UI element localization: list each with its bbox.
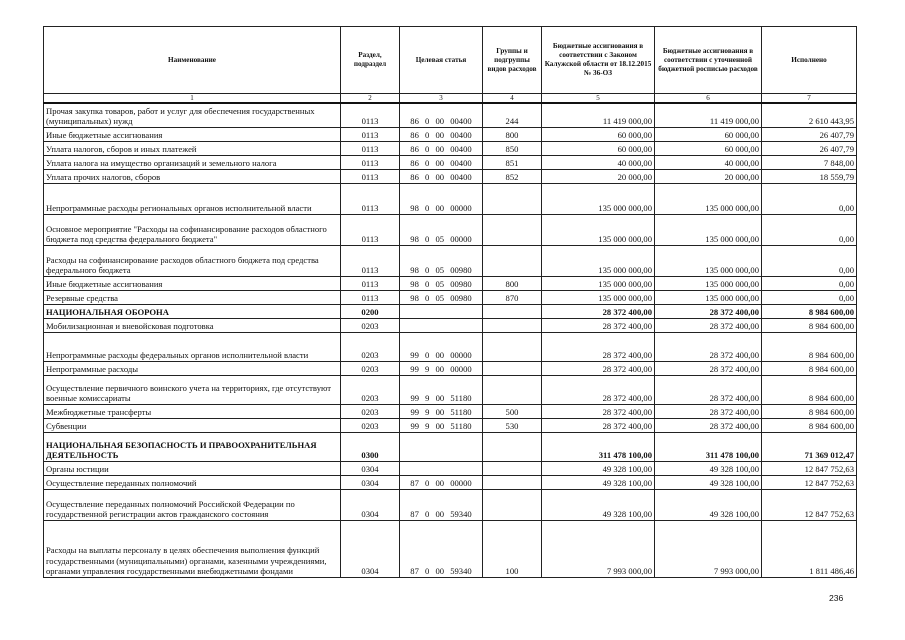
column-number: 7 <box>762 94 857 104</box>
table-row <box>44 155 857 169</box>
row-section: 0304 <box>341 520 400 577</box>
row-assign-law: 28 372 400,00 <box>542 404 655 418</box>
row-expense-group <box>483 361 542 375</box>
row-target-article <box>400 461 483 475</box>
row-name: Мобилизационная и вневойсковая подготовка <box>44 318 341 332</box>
row-assign-refined: 28 372 400,00 <box>655 375 762 404</box>
row-assign-law: 135 000 000,00 <box>542 183 655 214</box>
row-section: 0203 <box>341 375 400 404</box>
row-assign-refined: 311 478 100,00 <box>655 432 762 461</box>
row-target-article: 99 9 00 00000 <box>400 361 483 375</box>
row-section: 0113 <box>341 169 400 183</box>
row-target-article: 86 0 00 00400 <box>400 103 483 127</box>
row-assign-law: 311 478 100,00 <box>542 432 655 461</box>
row-section: 0113 <box>341 276 400 290</box>
row-section: 0304 <box>341 461 400 475</box>
row-target-article: 87 0 00 59340 <box>400 489 483 520</box>
row-section: 0203 <box>341 404 400 418</box>
row-target-article: 87 0 00 59340 <box>400 520 483 577</box>
row-expense-group <box>483 475 542 489</box>
table-row <box>44 375 857 404</box>
row-executed: 18 559,79 <box>762 169 857 183</box>
row-assign-law: 28 372 400,00 <box>542 332 655 361</box>
table-row <box>44 520 857 577</box>
row-name: Осуществление переданных полномочий <box>44 475 341 489</box>
row-executed: 8 984 600,00 <box>762 404 857 418</box>
row-expense-group: 244 <box>483 103 542 127</box>
row-target-article <box>400 432 483 461</box>
row-assign-refined: 28 372 400,00 <box>655 304 762 318</box>
row-assign-law: 28 372 400,00 <box>542 361 655 375</box>
row-executed: 2 610 443,95 <box>762 103 857 127</box>
row-executed: 8 984 600,00 <box>762 361 857 375</box>
row-assign-law: 20 000,00 <box>542 169 655 183</box>
column-number: 1 <box>44 94 341 104</box>
table-row <box>44 103 857 127</box>
row-executed: 8 984 600,00 <box>762 375 857 404</box>
row-assign-law: 28 372 400,00 <box>542 304 655 318</box>
column-number: 4 <box>483 94 542 104</box>
row-executed: 1 811 486,46 <box>762 520 857 577</box>
table-row <box>44 432 857 461</box>
row-target-article: 99 9 00 51180 <box>400 404 483 418</box>
row-name: Уплата прочих налогов, сборов <box>44 169 341 183</box>
row-expense-group <box>483 214 542 245</box>
table-row <box>44 214 857 245</box>
row-target-article: 98 0 05 00980 <box>400 245 483 276</box>
header-assign-law: Бюджетные ассигнования в соответствии с Законом Калужской области от 18.12.2015 № 36-ОЗ <box>542 27 655 94</box>
row-executed: 26 407,79 <box>762 141 857 155</box>
row-target-article: 99 9 00 51180 <box>400 418 483 432</box>
row-assign-law: 28 372 400,00 <box>542 375 655 404</box>
row-section: 0113 <box>341 290 400 304</box>
row-assign-law: 60 000,00 <box>542 141 655 155</box>
table-row <box>44 489 857 520</box>
header-name: Наименование <box>44 27 341 94</box>
table-row <box>44 404 857 418</box>
header-target: Целевая статья <box>400 27 483 94</box>
row-expense-group <box>483 318 542 332</box>
row-target-article: 86 0 00 00400 <box>400 169 483 183</box>
table-row <box>44 290 857 304</box>
row-assign-law: 135 000 000,00 <box>542 214 655 245</box>
row-executed: 0,00 <box>762 290 857 304</box>
row-executed: 26 407,79 <box>762 127 857 141</box>
row-assign-law: 60 000,00 <box>542 127 655 141</box>
row-name: Осуществление первичного воинского учета на территориях, где отсутствуют военные комиссариаты <box>44 375 341 404</box>
row-assign-law: 49 328 100,00 <box>542 489 655 520</box>
table-row <box>44 304 857 318</box>
row-assign-law: 7 993 000,00 <box>542 520 655 577</box>
row-name: Прочая закупка товаров, работ и услуг для обеспечения государственных (муниципальных) нужд <box>44 103 341 127</box>
header-assign-refined: Бюджетные ассигнования в соответствии с уточненной бюджетной росписью расходов <box>655 27 762 94</box>
table-body <box>44 103 857 577</box>
row-assign-law: 49 328 100,00 <box>542 461 655 475</box>
row-assign-refined: 28 372 400,00 <box>655 418 762 432</box>
row-expense-group <box>483 245 542 276</box>
row-name: Расходы на выплаты персоналу в целях обеспечения выполнения функций государственными (муниципальными) органами, казенными учреждениями, органами управления государственными внебюджетными фондами <box>44 520 341 577</box>
row-expense-group: 800 <box>483 127 542 141</box>
row-section: 0203 <box>341 361 400 375</box>
table-row <box>44 276 857 290</box>
row-assign-refined: 40 000,00 <box>655 155 762 169</box>
row-target-article: 98 0 05 00980 <box>400 276 483 290</box>
row-section: 0200 <box>341 304 400 318</box>
table-row <box>44 245 857 276</box>
row-target-article: 98 0 00 00000 <box>400 183 483 214</box>
row-name: Резервные средства <box>44 290 341 304</box>
row-expense-group: 800 <box>483 276 542 290</box>
column-number: 3 <box>400 94 483 104</box>
table-row <box>44 141 857 155</box>
row-executed: 8 984 600,00 <box>762 332 857 361</box>
row-section: 0203 <box>341 418 400 432</box>
row-section: 0113 <box>341 141 400 155</box>
row-assign-refined: 49 328 100,00 <box>655 461 762 475</box>
row-section: 0304 <box>341 475 400 489</box>
row-expense-group: 850 <box>483 141 542 155</box>
row-assign-law: 135 000 000,00 <box>542 276 655 290</box>
row-target-article: 98 0 05 00980 <box>400 290 483 304</box>
row-executed: 8 984 600,00 <box>762 304 857 318</box>
row-assign-refined: 28 372 400,00 <box>655 318 762 332</box>
row-expense-group <box>483 183 542 214</box>
row-section: 0304 <box>341 489 400 520</box>
row-assign-law: 49 328 100,00 <box>542 475 655 489</box>
row-name: НАЦИОНАЛЬНАЯ БЕЗОПАСНОСТЬ И ПРАВООХРАНИТЕЛЬНАЯ ДЕЯТЕЛЬНОСТЬ <box>44 432 341 461</box>
row-assign-refined: 135 000 000,00 <box>655 290 762 304</box>
row-executed: 71 369 012,47 <box>762 432 857 461</box>
row-target-article: 86 0 00 00400 <box>400 155 483 169</box>
table-row <box>44 127 857 141</box>
row-assign-refined: 11 419 000,00 <box>655 103 762 127</box>
row-assign-refined: 49 328 100,00 <box>655 489 762 520</box>
table-row <box>44 361 857 375</box>
row-executed: 0,00 <box>762 245 857 276</box>
row-section: 0113 <box>341 155 400 169</box>
row-expense-group <box>483 304 542 318</box>
header-row <box>44 27 857 94</box>
header-executed: Исполнено <box>762 27 857 94</box>
row-name: Иные бюджетные ассигнования <box>44 127 341 141</box>
row-section: 0113 <box>341 127 400 141</box>
row-name: Осуществление переданных полномочий Российской Федерации по государственной регистрации актов гражданского состояния <box>44 489 341 520</box>
row-assign-refined: 60 000,00 <box>655 127 762 141</box>
row-name: Межбюджетные трансферты <box>44 404 341 418</box>
page-number: 236 <box>829 593 844 603</box>
row-assign-refined: 7 993 000,00 <box>655 520 762 577</box>
table-row <box>44 169 857 183</box>
row-target-article: 86 0 00 00400 <box>400 141 483 155</box>
budget-table <box>43 26 857 578</box>
row-name: Непрограммные расходы федеральных органов исполнительной власти <box>44 332 341 361</box>
row-section: 0113 <box>341 245 400 276</box>
row-executed: 12 847 752,63 <box>762 489 857 520</box>
row-assign-refined: 49 328 100,00 <box>655 475 762 489</box>
table-row <box>44 332 857 361</box>
row-target-article: 99 9 00 51180 <box>400 375 483 404</box>
row-executed: 12 847 752,63 <box>762 461 857 475</box>
column-number: 5 <box>542 94 655 104</box>
row-target-article: 98 0 05 00000 <box>400 214 483 245</box>
row-executed: 7 848,00 <box>762 155 857 169</box>
row-assign-law: 28 372 400,00 <box>542 318 655 332</box>
column-number: 2 <box>341 94 400 104</box>
row-section: 0203 <box>341 318 400 332</box>
row-name: НАЦИОНАЛЬНАЯ ОБОРОНА <box>44 304 341 318</box>
table-row <box>44 418 857 432</box>
row-assign-refined: 28 372 400,00 <box>655 332 762 361</box>
row-executed: 0,00 <box>762 214 857 245</box>
row-assign-refined: 28 372 400,00 <box>655 404 762 418</box>
column-number: 6 <box>655 94 762 104</box>
row-name: Субвенции <box>44 418 341 432</box>
row-name: Уплата налога на имущество организаций и земельного налога <box>44 155 341 169</box>
row-expense-group <box>483 375 542 404</box>
row-target-article <box>400 318 483 332</box>
row-name: Расходы на софинансирование расходов областного бюджета под средства федерального бюджета <box>44 245 341 276</box>
row-name: Иные бюджетные ассигнования <box>44 276 341 290</box>
row-assign-refined: 135 000 000,00 <box>655 214 762 245</box>
row-assign-law: 40 000,00 <box>542 155 655 169</box>
row-name: Уплата налогов, сборов и иных платежей <box>44 141 341 155</box>
table-row <box>44 475 857 489</box>
row-assign-refined: 60 000,00 <box>655 141 762 155</box>
row-assign-law: 135 000 000,00 <box>542 245 655 276</box>
budget-table-page <box>43 26 856 578</box>
row-assign-refined: 135 000 000,00 <box>655 183 762 214</box>
column-number-row <box>44 94 857 104</box>
row-target-article: 99 0 00 00000 <box>400 332 483 361</box>
table-row <box>44 461 857 475</box>
row-assign-refined: 135 000 000,00 <box>655 276 762 290</box>
row-assign-law: 135 000 000,00 <box>542 290 655 304</box>
row-assign-law: 28 372 400,00 <box>542 418 655 432</box>
row-assign-refined: 135 000 000,00 <box>655 245 762 276</box>
row-executed: 0,00 <box>762 276 857 290</box>
row-expense-group: 870 <box>483 290 542 304</box>
row-expense-group <box>483 461 542 475</box>
row-expense-group: 100 <box>483 520 542 577</box>
row-assign-law: 11 419 000,00 <box>542 103 655 127</box>
table-row <box>44 318 857 332</box>
row-executed: 12 847 752,63 <box>762 475 857 489</box>
row-expense-group: 852 <box>483 169 542 183</box>
row-executed: 8 984 600,00 <box>762 418 857 432</box>
row-target-article: 86 0 00 00400 <box>400 127 483 141</box>
row-expense-group <box>483 432 542 461</box>
row-expense-group: 500 <box>483 404 542 418</box>
row-name: Непрограммные расходы <box>44 361 341 375</box>
row-assign-refined: 20 000,00 <box>655 169 762 183</box>
row-target-article <box>400 304 483 318</box>
row-name: Органы юстиции <box>44 461 341 475</box>
row-executed: 0,00 <box>762 183 857 214</box>
row-assign-refined: 28 372 400,00 <box>655 361 762 375</box>
row-expense-group <box>483 332 542 361</box>
table-row <box>44 183 857 214</box>
row-name: Основное мероприятие "Расходы на софинансирование расходов областного бюджета под средства федерального бюджета" <box>44 214 341 245</box>
header-groups: Группы и подгруппы видов расходов <box>483 27 542 94</box>
row-name: Непрограммные расходы региональных органов исполнительной власти <box>44 183 341 214</box>
row-target-article: 87 0 00 00000 <box>400 475 483 489</box>
row-section: 0203 <box>341 332 400 361</box>
row-section: 0113 <box>341 183 400 214</box>
row-section: 0113 <box>341 103 400 127</box>
row-executed: 8 984 600,00 <box>762 318 857 332</box>
header-section: Раздел, подраздел <box>341 27 400 94</box>
row-section: 0113 <box>341 214 400 245</box>
row-expense-group: 851 <box>483 155 542 169</box>
row-section: 0300 <box>341 432 400 461</box>
row-expense-group: 530 <box>483 418 542 432</box>
row-expense-group <box>483 489 542 520</box>
